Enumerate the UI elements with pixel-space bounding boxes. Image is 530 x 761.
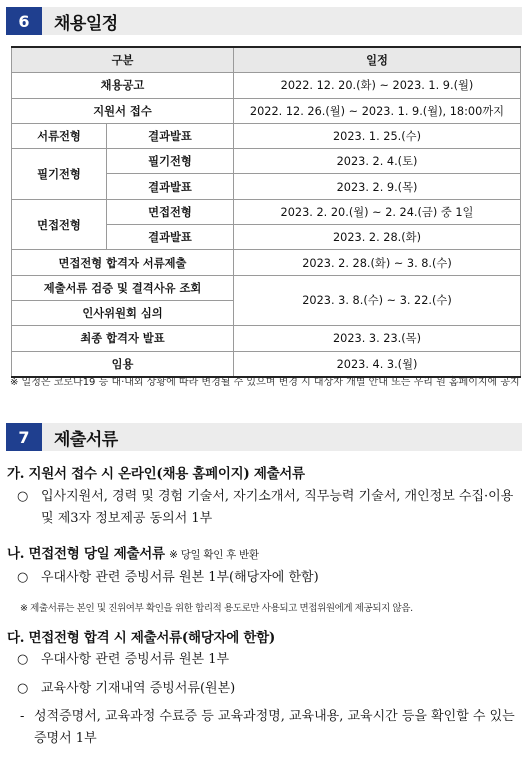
section-7-title: 제출서류 bbox=[54, 429, 118, 450]
row-label: 필기전형 bbox=[107, 149, 234, 174]
submission-note: ※ 제출서류는 본인 및 진위여부 확인을 위한 합리적 용도로만 사용되고 면접위원에게 제공되지 않음. bbox=[20, 603, 413, 614]
table-row bbox=[12, 250, 521, 275]
section-7-number: 7 bbox=[6, 423, 42, 451]
row-date: 2023. 4. 3.(월) bbox=[234, 351, 521, 377]
heading-da: 다. 면접전형 합격 시 제출서류(해당자에 한함) bbox=[7, 630, 275, 646]
row-date: 2023. 2. 9.(목) bbox=[234, 174, 521, 199]
table-row bbox=[12, 73, 521, 98]
bullet-circle-icon: ○ bbox=[17, 489, 29, 504]
table-row bbox=[12, 199, 521, 224]
list-item bbox=[17, 678, 522, 700]
row-date: 2023. 2. 28.(화) bbox=[234, 225, 521, 250]
heading-na-text: 나. 면접전형 당일 제출서류 bbox=[7, 546, 165, 562]
bullet-circle-icon: ○ bbox=[17, 681, 29, 696]
row-date: 2023. 2. 28.(화) ~ 3. 8.(수) bbox=[234, 250, 521, 275]
item-text: 우대사항 관련 증빙서류 원본 1부 bbox=[41, 652, 230, 667]
table-row bbox=[12, 275, 521, 300]
row-label: 지원서 접수 bbox=[12, 98, 234, 123]
row-label: 면접전형 bbox=[107, 199, 234, 224]
row-date: 2023. 3. 8.(수) ~ 3. 22.(수) bbox=[234, 275, 521, 326]
header-schedule: 일정 bbox=[234, 47, 521, 73]
row-group-label: 면접전형 bbox=[12, 199, 107, 250]
bullet-circle-icon: ○ bbox=[17, 570, 29, 585]
section-7-header bbox=[6, 423, 522, 451]
section-6-title: 채용일정 bbox=[54, 13, 118, 34]
row-label: 채용공고 bbox=[12, 73, 234, 98]
row-date: 2023. 3. 23.(목) bbox=[234, 326, 521, 351]
row-label: 결과발표 bbox=[107, 123, 234, 148]
row-group-label: 필기전형 bbox=[12, 149, 107, 200]
table-row bbox=[12, 149, 521, 174]
list-item bbox=[17, 486, 522, 530]
item-text: 성적증명서, 교육과정 수료증 등 교육과정명, 교육내용, 교육시간 등을 확인할 수 있는 증명서 1부 bbox=[34, 709, 515, 746]
item-text: 우대사항 관련 증빙서류 원본 1부(해당자에 한함) bbox=[41, 570, 319, 585]
row-date: 2023. 1. 25.(수) bbox=[234, 123, 521, 148]
row-label: 결과발표 bbox=[107, 225, 234, 250]
table-row bbox=[12, 351, 521, 377]
row-label: 결과발표 bbox=[107, 174, 234, 199]
row-date: 2022. 12. 20.(화) ~ 2023. 1. 9.(월) bbox=[234, 73, 521, 98]
heading-na-sub: ※ 당일 확인 후 반환 bbox=[169, 549, 259, 561]
item-text: 교육사항 기재내역 증빙서류(원본) bbox=[41, 681, 236, 696]
schedule-note: ※ 일정은 코로나19 등 대·내외 상황에 따라 변경될 수 있으며 변경 시 대상자 개별 안내 또는 우리 원 홈페이지에 공지 bbox=[10, 377, 520, 388]
list-item bbox=[17, 567, 522, 589]
section-6-number: 6 bbox=[6, 7, 42, 35]
header-category: 구분 bbox=[12, 47, 234, 73]
row-label: 임용 bbox=[12, 351, 234, 377]
dash-marker: - bbox=[20, 709, 25, 724]
row-date: 2022. 12. 26.(월) ~ 2023. 1. 9.(월), 18:00까지 bbox=[234, 98, 521, 123]
row-label: 최종 합격자 발표 bbox=[12, 326, 234, 351]
row-date: 2023. 2. 4.(토) bbox=[234, 149, 521, 174]
row-date: 2023. 2. 20.(월) ~ 2. 24.(금) 중 1일 bbox=[234, 199, 521, 224]
table-row bbox=[12, 98, 521, 123]
row-label: 인사위원회 심의 bbox=[12, 300, 234, 325]
table-row bbox=[12, 123, 521, 148]
list-item bbox=[17, 649, 522, 671]
row-label: 면접전형 합격자 서류제출 bbox=[12, 250, 234, 275]
heading-ga: 가. 지원서 접수 시 온라인(채용 홈페이지) 제출서류 bbox=[7, 466, 305, 482]
row-group-label: 서류전형 bbox=[12, 123, 107, 148]
table-header-row bbox=[12, 47, 521, 73]
item-text: 입사지원서, 경력 및 경험 기술서, 자기소개서, 직무능력 기술서, 개인정보 수집·이용 및 제3자 정보제공 동의서 1부 bbox=[41, 489, 514, 526]
list-item bbox=[20, 706, 525, 750]
schedule-table bbox=[11, 46, 521, 378]
bullet-circle-icon: ○ bbox=[17, 652, 29, 667]
table-row bbox=[12, 326, 521, 351]
row-label: 제출서류 검증 및 결격사유 조회 bbox=[12, 275, 234, 300]
section-6-header bbox=[6, 7, 522, 35]
heading-na bbox=[7, 542, 259, 562]
